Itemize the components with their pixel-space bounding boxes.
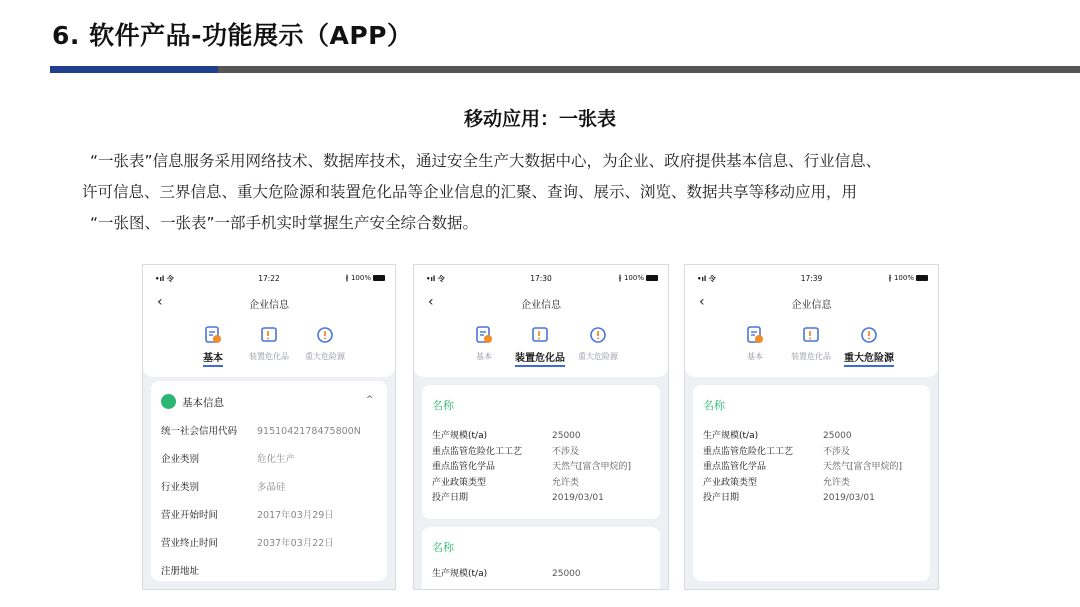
chemical-card[interactable] xyxy=(422,527,660,590)
slide-title: 6. 软件产品-功能展示（APP） xyxy=(52,21,413,50)
intro-line: “一张图、一张表”一部手机实时掌握生产安全综合数据。 xyxy=(90,214,479,232)
battery-text: ∦ 100% xyxy=(618,274,644,282)
tab-label: 重大危险源 xyxy=(305,352,345,361)
detail-key: 重点监管化学品 xyxy=(432,462,496,472)
tab-label: 基本 xyxy=(747,352,763,361)
detail-row xyxy=(703,445,922,461)
chemical-details xyxy=(432,567,652,583)
tab-major-hazard[interactable] xyxy=(285,325,365,362)
info-value: 多晶硅 xyxy=(257,482,286,493)
detail-row xyxy=(432,491,652,507)
info-row xyxy=(161,537,381,565)
info-value: 危化生产 xyxy=(257,454,296,465)
chemical-card[interactable] xyxy=(422,385,660,519)
detail-key: 产业政策类型 xyxy=(432,477,487,488)
detail-value: 允许类 xyxy=(552,477,580,488)
detail-key: 产业政策类型 xyxy=(703,477,758,488)
phone-screen-hazardous-chemicals xyxy=(413,264,669,590)
phone-header xyxy=(143,265,395,377)
tab-label: 重大危险源 xyxy=(844,353,894,367)
chemical-details xyxy=(432,429,652,507)
alert-circle-icon xyxy=(315,325,335,345)
detail-row xyxy=(432,429,652,445)
battery-indicator xyxy=(345,274,385,282)
signal-icon: •ıl 令 xyxy=(426,275,445,283)
status-time: 17:22 xyxy=(258,274,280,283)
info-row xyxy=(161,481,381,509)
warning-box-icon xyxy=(801,325,821,345)
info-value: 2037年03月22日 xyxy=(257,538,334,549)
detail-key: 投产日期 xyxy=(703,493,740,503)
tab-major-hazard[interactable] xyxy=(829,325,909,364)
alert-circle-icon xyxy=(859,325,879,345)
detail-value: 天然气[富含甲烷的] xyxy=(823,462,903,472)
tab-label: 装置危化品 xyxy=(515,353,565,367)
detail-row xyxy=(703,460,922,476)
basic-info-card xyxy=(151,381,387,581)
detail-row xyxy=(703,476,922,492)
status-bar xyxy=(685,274,938,286)
card-name: 名称 xyxy=(432,399,454,412)
detail-row xyxy=(703,429,922,445)
tab-bar xyxy=(143,325,395,369)
info-key: 营业开始时间 xyxy=(161,510,219,521)
detail-key: 投产日期 xyxy=(432,493,469,503)
detail-value: 允许类 xyxy=(823,477,851,488)
tab-bar xyxy=(685,325,938,369)
basic-info-title: 基本信息 xyxy=(182,397,224,409)
phone-screen-basic xyxy=(142,264,396,590)
battery-icon xyxy=(646,275,658,281)
back-chevron-icon[interactable]: ‹ xyxy=(157,294,163,310)
warning-box-icon xyxy=(530,325,550,345)
detail-key: 生产规模(t/a) xyxy=(432,569,488,579)
detail-row xyxy=(703,491,922,507)
info-value: 2017年03月29日 xyxy=(257,510,334,521)
battery-text: ∦ 100% xyxy=(888,274,914,282)
detail-value: 25000 xyxy=(552,431,581,441)
nav-title: 企业信息 xyxy=(791,300,832,311)
info-key: 企业类别 xyxy=(161,454,200,465)
info-value: 9151042178475800N xyxy=(257,426,361,437)
battery-icon xyxy=(916,275,928,281)
tab-label: 基本 xyxy=(203,353,223,367)
basic-info-list xyxy=(161,425,381,590)
phone-screen-major-hazard xyxy=(684,264,939,590)
detail-value: 2019/03/01 xyxy=(552,493,604,503)
nav-bar xyxy=(414,293,668,313)
document-icon xyxy=(203,325,223,345)
section-heading: 移动应用：一张表 xyxy=(463,108,616,130)
status-bar xyxy=(414,274,668,286)
warning-box-icon xyxy=(259,325,279,345)
battery-indicator xyxy=(618,274,658,282)
detail-value: 不涉及 xyxy=(552,446,580,457)
alert-circle-icon xyxy=(588,325,608,345)
signal-icon: •ıl 令 xyxy=(155,275,174,283)
detail-key: 重点监管危险化工工艺 xyxy=(703,446,794,457)
info-row xyxy=(161,509,381,537)
detail-row xyxy=(432,476,652,492)
detail-row xyxy=(432,445,652,461)
detail-row xyxy=(432,567,652,583)
intro-paragraph xyxy=(82,146,1022,239)
tab-label: 基本 xyxy=(476,352,492,361)
hazard-card[interactable] xyxy=(693,385,930,581)
detail-key: 生产规模(t/a) xyxy=(703,431,759,441)
nav-title: 企业信息 xyxy=(521,300,561,311)
detail-key: 生产规模(t/a) xyxy=(432,431,488,441)
status-time: 17:39 xyxy=(800,274,823,283)
detail-value: 不涉及 xyxy=(823,446,851,457)
intro-line: “一张表”信息服务采用网络技术、数据库技术，通过安全生产大数据中心，为企业、政府提供基本信息、行业信息、 xyxy=(90,152,882,170)
battery-icon xyxy=(373,275,385,281)
nav-bar xyxy=(685,293,938,313)
detail-key: 重点监管化学品 xyxy=(703,462,767,472)
battery-indicator xyxy=(888,274,928,282)
signal-icon: •ıl 令 xyxy=(697,275,716,283)
detail-value: 2019/03/01 xyxy=(823,493,875,503)
chevron-up-icon[interactable]: ^ xyxy=(365,395,374,405)
info-row xyxy=(161,425,381,453)
intro-line: 许可信息、三界信息、重大危险源和装置危化品等企业信息的汇聚、查询、展示、浏览、数据共享等移动应用，用 xyxy=(82,183,858,201)
document-icon xyxy=(474,325,494,345)
back-chevron-icon[interactable]: ‹ xyxy=(699,294,705,310)
tab-label: 装置危化品 xyxy=(791,352,831,361)
status-bar xyxy=(143,274,395,286)
back-chevron-icon[interactable]: ‹ xyxy=(428,294,434,310)
detail-row xyxy=(432,460,652,476)
basic-info-icon xyxy=(161,394,176,409)
detail-value: 25000 xyxy=(823,431,852,441)
tab-bar xyxy=(414,325,668,369)
info-key: 注册地址 xyxy=(161,566,200,577)
tab-major-hazard[interactable] xyxy=(558,325,638,362)
tab-label: 装置危化品 xyxy=(249,352,289,361)
info-row xyxy=(161,453,381,481)
battery-text: ∦ 100% xyxy=(345,274,371,282)
nav-bar xyxy=(143,293,395,313)
info-key: 营业终止时间 xyxy=(161,538,219,549)
phone-header xyxy=(685,265,938,377)
info-key: 统一社会信用代码 xyxy=(161,426,238,437)
card-name: 名称 xyxy=(703,399,725,412)
phone-header xyxy=(414,265,668,377)
document-icon xyxy=(745,325,765,345)
title-divider-accent xyxy=(50,66,218,73)
info-key: 行业类别 xyxy=(161,482,200,493)
detail-key: 重点监管危险化工工艺 xyxy=(432,446,523,457)
nav-title: 企业信息 xyxy=(249,300,289,311)
hazard-details xyxy=(703,429,922,507)
tab-label: 重大危险源 xyxy=(578,352,618,361)
info-row xyxy=(161,565,381,590)
status-time: 17:30 xyxy=(530,274,552,283)
detail-value: 天然气[富含甲烷的] xyxy=(552,462,632,472)
basic-info-header[interactable] xyxy=(161,394,373,410)
title-divider xyxy=(50,66,1080,73)
detail-value: 25000 xyxy=(552,569,581,579)
card-name: 名称 xyxy=(432,541,454,554)
